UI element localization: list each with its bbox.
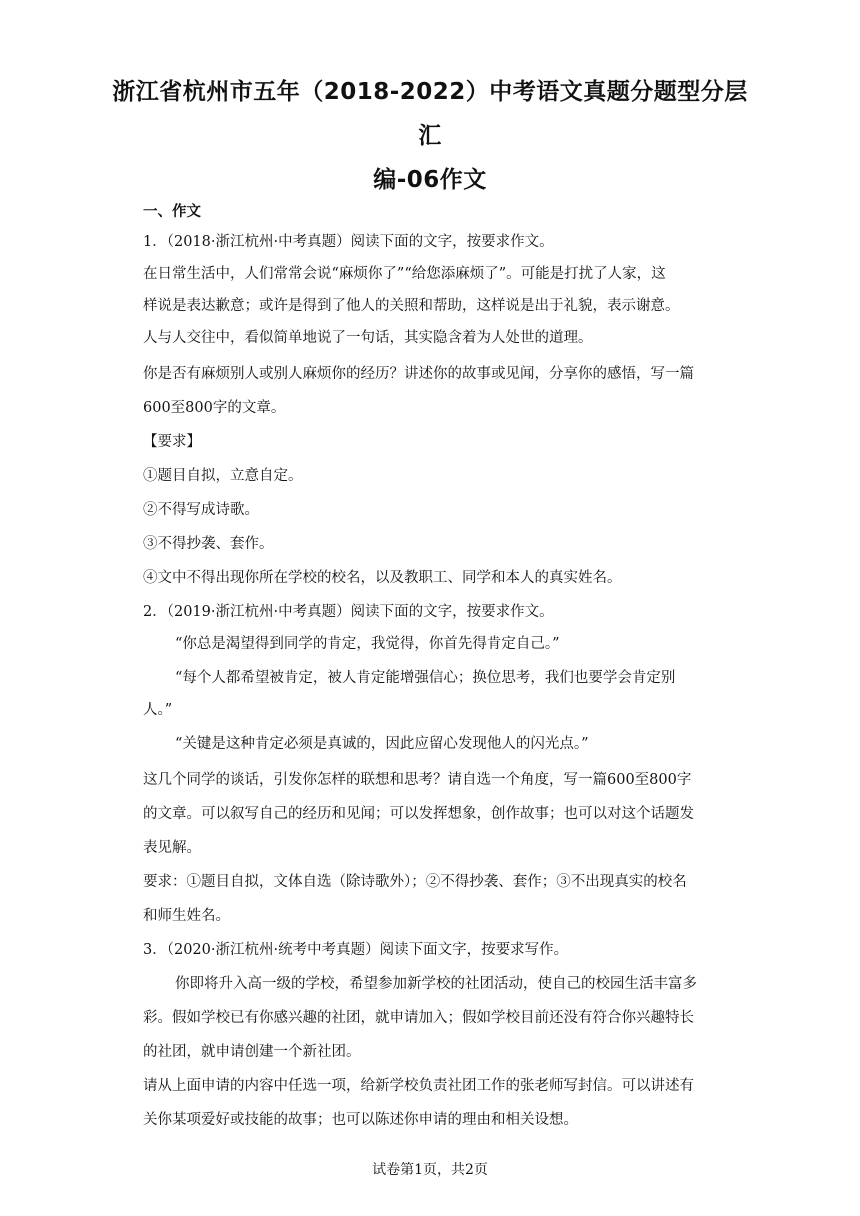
q1-paragraph-line: 样说是表达歉意；或许是得到了他人的关照和帮助，这样说是出于礼貌，表示谢意。 xyxy=(143,298,680,314)
q2-paragraph-line: 这几个同学的谈话，引发你怎样的联想和思考？请自选一个角度，写一篇600至800字 xyxy=(143,772,692,788)
q2-requirements-line: 和师生姓名。 xyxy=(143,908,230,924)
q1-paragraph-line: 600至800字的文章。 xyxy=(143,400,286,416)
q3-paragraph-line: 请从上面申请的内容中任选一项，给新学校负责社团工作的张老师写封信。可以讲述有 xyxy=(143,1078,694,1094)
title-line-1: 浙江省杭州市五年（2018-2022）中考语文真题分题型分层汇 xyxy=(112,79,748,149)
q1-requirement: ③不得抄袭、套作。 xyxy=(143,536,274,552)
q1-requirement: ①题目自拟，立意自定。 xyxy=(143,468,303,484)
q1-header: 1．（2018·浙江杭州·中考真题）阅读下面的文字，按要求作文。 xyxy=(143,234,554,250)
q3-paragraph-line: 彩。假如学校已有你感兴趣的社团，就申请加入；假如学校目前还没有符合你兴趣特长 xyxy=(143,1010,694,1026)
q1-requirement: ④文中不得出现你所在学校的校名，以及教职工、同学和本人的真实姓名。 xyxy=(143,570,622,586)
q2-quote-line: “你总是渴望得到同学的肯定，我觉得，你首先得肯定自己。” xyxy=(175,636,560,652)
q1-paragraph-line: 你是否有麻烦别人或别人麻烦你的经历？讲述你的故事或见闻，分享你的感悟，写一篇 xyxy=(143,366,694,382)
title-line-2: 编-06作文 xyxy=(373,167,487,193)
q2-quote-line: “关键是这种肯定必须是真诚的，因此应留心发现他人的闪光点。” xyxy=(175,736,589,752)
q3-header: 3．（2020·浙江杭州·统考中考真题）阅读下面文字，按要求写作。 xyxy=(143,942,569,958)
q2-paragraph-line: 的文章。可以叙写自己的经历和见闻；可以发挥想象，创作故事；也可以对这个话题发 xyxy=(143,806,694,822)
q2-quote-line: 人。” xyxy=(143,702,173,718)
q3-paragraph-line: 你即将升入高一级的学校，希望参加新学校的社团活动，使自己的校园生活丰富多 xyxy=(175,976,697,992)
section-heading: 一、作文 xyxy=(143,204,201,220)
q2-quote-line: “每个人都希望被肯定，被人肯定能增强信心；换位思考，我们也要学会肯定别 xyxy=(175,670,676,686)
q1-paragraph-line: 在日常生活中，人们常常会说“麻烦你了”“给您添麻烦了”。可能是打扰了人家，这 xyxy=(143,266,666,282)
q3-paragraph-line: 关你某项爱好或技能的故事；也可以陈述你申请的理由和相关设想。 xyxy=(143,1112,578,1128)
q1-requirement: ②不得写成诗歌。 xyxy=(143,502,259,518)
page-footer: 试卷第1页，共2页 xyxy=(372,1162,488,1178)
q1-requirements-title: 【要求】 xyxy=(143,434,201,450)
q2-paragraph-line: 表见解。 xyxy=(143,840,201,856)
q2-header: 2．（2019·浙江杭州·中考真题）阅读下面的文字，按要求作文。 xyxy=(143,604,554,620)
q1-paragraph-line: 人与人交往中，看似简单地说了一句话，其实隐含着为人处世的道理。 xyxy=(143,330,593,346)
q2-requirements-line: 要求：①题目自拟，文体自选（除诗歌外）；②不得抄袭、套作；③不出现真实的校名 xyxy=(143,874,687,890)
q3-paragraph-line: 的社团，就申请创建一个新社团。 xyxy=(143,1044,361,1060)
document-title xyxy=(110,70,750,202)
